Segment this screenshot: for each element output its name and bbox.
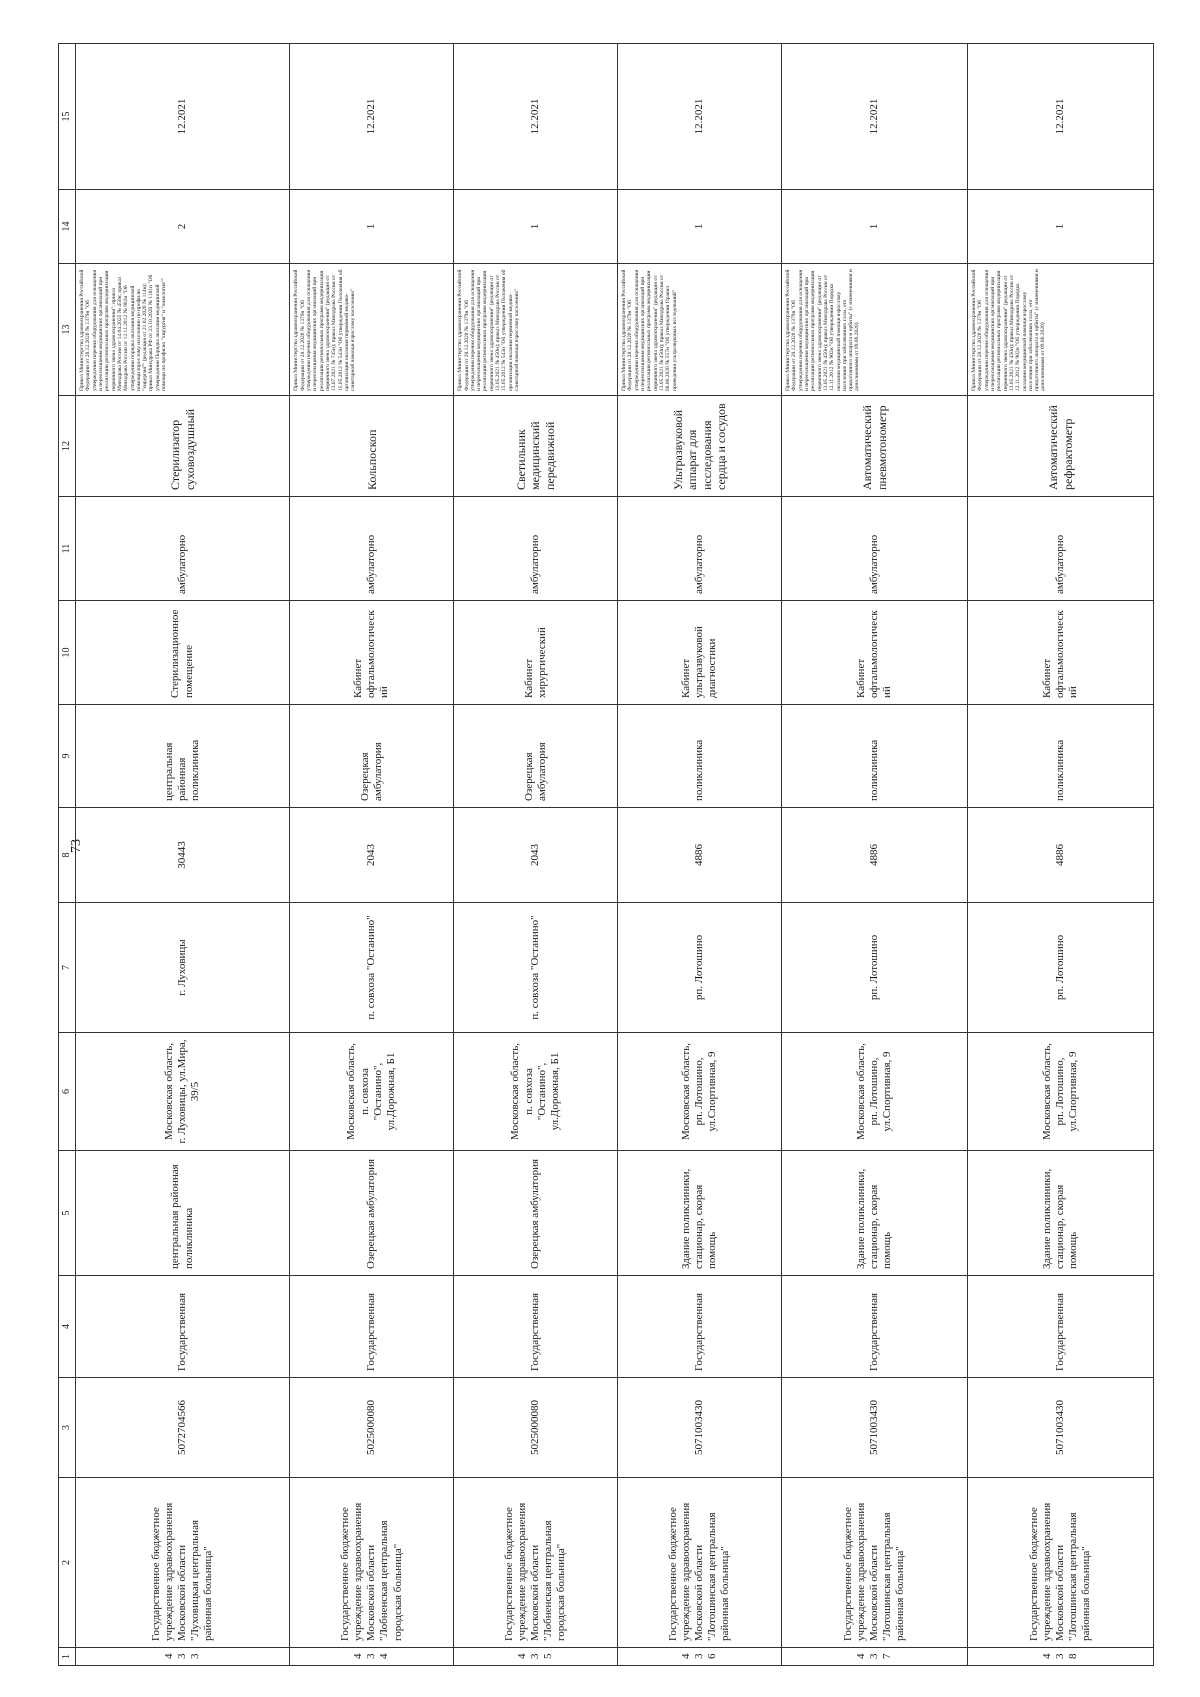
column-number: 6 bbox=[59, 1033, 76, 1151]
locality: рп. Лотошино bbox=[782, 903, 968, 1033]
equipment-name: Автоматический пневмотонометр bbox=[782, 396, 968, 497]
regulatory-basis: Приказ Министерства здравоохранения Российской Федерации от 28.12.2020 № 1379н "Об утверждении перечня оборудования для оснащения и переоснащения медицинских организаций при реализации региональных программ модернизации первичного звена здравоохранения" (редакция от 13.05.2021 № 450н); приказ Минздрава России от 12.11.2012 № 902н "Об утверждении Порядка оказания медицинской помощи взрослому населению при заболеваниях глаза, его придаточного аппарата и орбиты" (с изменениями и дополнениями от 09.06.2020) bbox=[968, 264, 1154, 396]
ownership-form: Государственная bbox=[968, 1276, 1154, 1378]
building-name: Здание поликлиники, стационар, скорая помощь bbox=[968, 1151, 1154, 1276]
building-name: центральная районная поликлиника bbox=[76, 1151, 290, 1276]
regulatory-basis: Приказ Министерства здравоохранения Российской Федерации от 28.12.2020 № 1379н "Об утверждении перечня оборудования для оснащения и переоснащения медицинских организаций при реализации региональных программ модернизации первичного звена здравоохранения" (редакция от 13.05.2021 № 450н); приказ Минздрава России от 12.11.2012 № 902н "Об утверждении Порядка оказания медицинской помощи взрослому населению при заболеваниях глаза, его придаточного аппарата и орбиты" (с изменениями и дополнениями от 09.06.2020) bbox=[782, 264, 968, 396]
organization-name: Государственное бюджетное учреждение здравоохранения Московской области "Лотошинская центральная районная больница" bbox=[968, 1478, 1154, 1648]
column-number: 1 bbox=[59, 1648, 76, 1666]
room-name: Кабинет офтальмологический bbox=[290, 601, 454, 705]
document-table-wrapper bbox=[58, 44, 1154, 1666]
organization-name: Государственное бюджетное учреждение здравоохранения Московской области "Луховицкая центральная районная больница" bbox=[76, 1478, 290, 1648]
ownership-form: Государственная bbox=[782, 1276, 968, 1378]
table-row bbox=[968, 44, 1154, 1666]
column-number: 4 bbox=[59, 1276, 76, 1378]
address: Московская область, п. совхоза "Останино", ул.Дорожная, Б1 bbox=[290, 1033, 454, 1151]
column-number: 7 bbox=[59, 903, 76, 1033]
ownership-form: Государственная bbox=[618, 1276, 782, 1378]
column-number: 11 bbox=[59, 497, 76, 601]
column-number: 14 bbox=[59, 190, 76, 264]
table-row bbox=[454, 44, 618, 1666]
column-number-row bbox=[59, 44, 76, 1666]
inn-code: 5071003430 bbox=[968, 1378, 1154, 1478]
locality: п. совхоза "Останино" bbox=[454, 903, 618, 1033]
facility-type: Озерецкая амбулатория bbox=[290, 705, 454, 808]
equipment-name: Автоматический рефрактометр bbox=[968, 396, 1154, 497]
row-number: 434 bbox=[290, 1648, 454, 1666]
regulatory-basis: Приказ Министерства здравоохранения Российской Федерации от 28.12.2020 № 1379н "Об утверждении перечня оборудования для оснащения и переоснащения медицинских организаций при реализации региональных программ модернизации первичного звена здравоохранения" (редакция от 13.07.2021 № 745н); приказ Минздрава России от 15.05.2012 № 543н "Об утверждении Положения об организации оказания первичной медико-санитарной помощи взрослому населению" bbox=[290, 264, 454, 396]
column-number: 3 bbox=[59, 1378, 76, 1478]
inn-code: 5025000080 bbox=[454, 1378, 618, 1478]
regulatory-basis: Приказ Министерства здравоохранения Российской Федерации от 28.12.2020 № 1379н "Об утверждении перечня оборудования для оснащения и переоснащения медицинских организаций при реализации региональных программ модернизации первичного звена здравоохранения"; приказ Минздрава России от 14.04.2025 № 450н; приказ Минздрава России от 12.11.2012 № 902н "Об утверждении порядка оказания медицинской помощи взрослому населению по профилю "хирургия"" (редакция от 21.02.2020 № 114н); приказ Минздрава РФ от 23.10.2020 № 1181н "Об утверждении Порядка оказания медицинской помощи по профилю "хирургия" и "онкология"" bbox=[76, 264, 290, 396]
quantity: 2 bbox=[76, 190, 290, 264]
address: Московская область, г. Луховицы, ул.Мира, 39/5 bbox=[76, 1033, 290, 1151]
room-name: Кабинет офтальмологический bbox=[782, 601, 968, 705]
ownership-form: Государственная bbox=[76, 1276, 290, 1378]
room-name: Кабинет ультразвуковой диагностики bbox=[618, 601, 782, 705]
row-number: 435 bbox=[454, 1648, 618, 1666]
room-name: Стерилизационное помещение bbox=[76, 601, 290, 705]
population: 4886 bbox=[618, 808, 782, 903]
ownership-form: Государственная bbox=[454, 1276, 618, 1378]
population: 2043 bbox=[454, 808, 618, 903]
delivery-date: 12.2021 bbox=[76, 44, 290, 190]
delivery-date: 12.2021 bbox=[454, 44, 618, 190]
regulatory-basis: Приказ Министерства здравоохранения Российской Федерации от 28.12.2020 № 1379н "Об утверждении перечня оборудования для оснащения и переоснащения медицинских организаций при реализации региональных программ модернизации первичного звена здравоохранения" (редакция от 13.05.2021 № 450н); приказ Минздрава России от 15.05.2012 № 543н "Об утверждении Положения об организации оказания первичной медико-санитарной помощи взрослому населению" bbox=[454, 264, 618, 396]
equipment-name: Стерилизатор суховоздушный bbox=[76, 396, 290, 497]
facility-type: центральная районная поликлиника bbox=[76, 705, 290, 808]
page-number: 73 bbox=[69, 839, 84, 853]
column-number: 10 bbox=[59, 601, 76, 705]
table-row bbox=[782, 44, 968, 1666]
population: 4886 bbox=[782, 808, 968, 903]
care-mode: амбулаторно bbox=[968, 497, 1154, 601]
inn-code: 5071003430 bbox=[782, 1378, 968, 1478]
care-mode: амбулаторно bbox=[618, 497, 782, 601]
column-number: 15 bbox=[59, 44, 76, 190]
population: 2043 bbox=[290, 808, 454, 903]
table-row bbox=[618, 44, 782, 1666]
organization-name: Государственное бюджетное учреждение здравоохранения Московской области "Лобненская центральная городская больница" bbox=[290, 1478, 454, 1648]
room-name: Кабинет офтальмологический bbox=[968, 601, 1154, 705]
facility-type: поликлиника bbox=[618, 705, 782, 808]
building-name: Здание поликлиники, стационар, скорая помощь bbox=[782, 1151, 968, 1276]
quantity: 1 bbox=[782, 190, 968, 264]
population: 30443 bbox=[76, 808, 290, 903]
equipment-table bbox=[58, 43, 1154, 1666]
building-name: Озерецкая амбулатория bbox=[290, 1151, 454, 1276]
column-number: 9 bbox=[59, 705, 76, 808]
row-number: 436 bbox=[618, 1648, 782, 1666]
organization-name: Государственное бюджетное учреждение здравоохранения Московской области "Лотошинская центральная районная больница" bbox=[782, 1478, 968, 1648]
address: Московская область, рп. Лотошино, ул.Спортивная, 9 bbox=[782, 1033, 968, 1151]
quantity: 1 bbox=[968, 190, 1154, 264]
row-number: 433 bbox=[76, 1648, 290, 1666]
column-number: 13 bbox=[59, 264, 76, 396]
inn-code: 5071003430 bbox=[618, 1378, 782, 1478]
care-mode: амбулаторно bbox=[290, 497, 454, 601]
row-number: 438 bbox=[968, 1648, 1154, 1666]
equipment-name: Светильник медицинский передвижной bbox=[454, 396, 618, 497]
column-number: 8 bbox=[59, 808, 76, 903]
quantity: 1 bbox=[290, 190, 454, 264]
column-number: 2 bbox=[59, 1478, 76, 1648]
address: Московская область, рп. Лотошино, ул.Спортивная, 9 bbox=[968, 1033, 1154, 1151]
delivery-date: 12.2021 bbox=[290, 44, 454, 190]
table-row bbox=[290, 44, 454, 1666]
quantity: 1 bbox=[618, 190, 782, 264]
building-name: Озерецкая амбулатория bbox=[454, 1151, 618, 1276]
care-mode: амбулаторно bbox=[76, 497, 290, 601]
locality: п. совхоза "Останино" bbox=[290, 903, 454, 1033]
address: Московская область, п. совхоза "Останино", ул.Дорожная, Б1 bbox=[454, 1033, 618, 1151]
care-mode: амбулаторно bbox=[782, 497, 968, 601]
equipment-name: Ультразвуковой аппарат для исследования сердца и сосудов bbox=[618, 396, 782, 497]
locality: г. Луховицы bbox=[76, 903, 290, 1033]
regulatory-basis: Приказ Министерства здравоохранения Российской Федерации от 28.12.2020 № 1379н "Об утверждении перечня оборудования для оснащения и переоснащения медицинских организаций при реализации региональных программ модернизации первичного звена здравоохранения" (редакция от 13.05.2021 № 450н); приказ Минздрава России от 08.06.2020 № 557н "Об утверждении Правил проведения ультразвуковых исследований" bbox=[618, 264, 782, 396]
care-mode: амбулаторно bbox=[454, 497, 618, 601]
locality: рп. Лотошино bbox=[968, 903, 1154, 1033]
building-name: Здание поликлиники, стационар, скорая помощь bbox=[618, 1151, 782, 1276]
ownership-form: Государственная bbox=[290, 1276, 454, 1378]
inn-code: 5072704566 bbox=[76, 1378, 290, 1478]
equipment-name: Кольпоскоп bbox=[290, 396, 454, 497]
organization-name: Государственное бюджетное учреждение здравоохранения Московской области "Лобненская центральная городская больница" bbox=[454, 1478, 618, 1648]
table-row bbox=[76, 44, 290, 1666]
row-number: 437 bbox=[782, 1648, 968, 1666]
address: Московская область, рп. Лотошино, ул.Спортивная, 9 bbox=[618, 1033, 782, 1151]
room-name: Кабинет хирургический bbox=[454, 601, 618, 705]
delivery-date: 12.2021 bbox=[782, 44, 968, 190]
population: 4886 bbox=[968, 808, 1154, 903]
facility-type: поликлиника bbox=[782, 705, 968, 808]
quantity: 1 bbox=[454, 190, 618, 264]
locality: рп. Лотошино bbox=[618, 903, 782, 1033]
delivery-date: 12.2021 bbox=[968, 44, 1154, 190]
delivery-date: 12.2021 bbox=[618, 44, 782, 190]
column-number: 12 bbox=[59, 396, 76, 497]
column-number: 5 bbox=[59, 1151, 76, 1276]
facility-type: поликлиника bbox=[968, 705, 1154, 808]
facility-type: Озерецкая амбулатория bbox=[454, 705, 618, 808]
organization-name: Государственное бюджетное учреждение здравоохранения Московской области "Лотошинская центральная районная больница" bbox=[618, 1478, 782, 1648]
inn-code: 5025000080 bbox=[290, 1378, 454, 1478]
